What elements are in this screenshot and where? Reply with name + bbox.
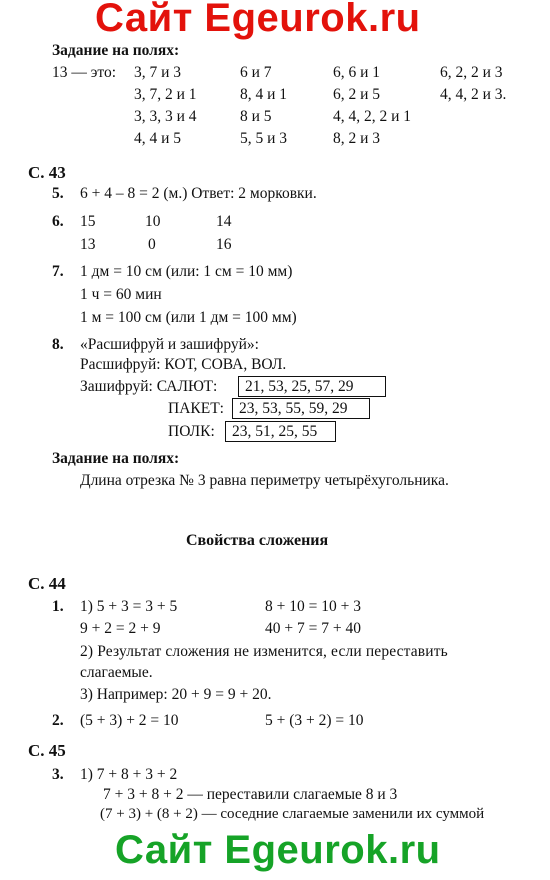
decomposition: 4, 4, 2 и 3. [440, 86, 507, 103]
equation: 5 + (3 + 2) = 10 [265, 712, 364, 729]
task-8-polk-answer-box: 23, 51, 25, 55 [225, 421, 336, 442]
task-3-line: 7 + 3 + 8 + 2 — переставили слагаемые 8 и 3 [103, 786, 398, 803]
margin-task-2-title: Задание на полях: [52, 450, 180, 467]
task-1-part-2: слагаемые. [80, 664, 153, 681]
task-number-7: 7. [52, 263, 64, 280]
task-3-line: (7 + 3) + (8 + 2) — соседние слагаемые заменили их суммой [100, 806, 485, 822]
decomposition: 6 и 7 [240, 64, 272, 81]
task-8-paket-answer-box: 23, 53, 55, 59, 29 [232, 398, 370, 419]
decomposition: 8, 2 и 3 [333, 130, 381, 147]
task-8-encode-label: Зашифруй: САЛЮТ: [80, 378, 218, 395]
task-7-line: 1 дм = 10 см (или: 1 см = 10 мм) [80, 263, 293, 280]
task-6-value: 14 [216, 213, 232, 230]
task-8-title: «Расшифруй и зашифруй»: [80, 336, 259, 353]
decomposition: 6, 6 и 1 [333, 64, 381, 81]
task-7-line: 1 м = 100 см (или 1 дм = 100 мм) [80, 309, 297, 326]
task-3-line: 1) 7 + 8 + 3 + 2 [80, 766, 178, 783]
decomposition: 8, 4 и 1 [240, 86, 288, 103]
decomposition: 4, 4, 2, 2 и 1 [333, 108, 412, 125]
page-heading-45: С. 45 [28, 741, 66, 760]
page-heading-43: С. 43 [28, 163, 66, 182]
margin-task-2-text: Длина отрезка № 3 равна периметру четырёхугольника. [80, 472, 449, 489]
decomposition: 6, 2 и 5 [333, 86, 381, 103]
task-8-polk-label: ПОЛК: [168, 423, 215, 440]
task-8-decode: Расшифруй: КОТ, СОВА, ВОЛ. [80, 356, 287, 373]
task-1-part-2: 2) Результат сложения не изменится, если переставить [80, 643, 448, 660]
decomposition: 6, 2, 2 и 3 [440, 64, 503, 81]
decomposition: 8 и 5 [240, 108, 272, 125]
margin-task-prefix: 13 — это: [52, 64, 117, 81]
task-7-line: 1 ч = 60 мин [80, 286, 162, 303]
equation: 8 + 10 = 10 + 3 [265, 598, 361, 615]
equation: 1) 5 + 3 = 3 + 5 [80, 598, 178, 615]
task-number-8: 8. [52, 336, 64, 353]
task-6-value: 0 [148, 236, 156, 253]
task-number-6: 6. [52, 213, 64, 230]
task-1-part-3: 3) Например: 20 + 9 = 9 + 20. [80, 686, 272, 703]
task-5-text: 6 + 4 – 8 = 2 (м.) Ответ: 2 морковки. [80, 185, 317, 202]
decomposition: 3, 7 и 3 [134, 64, 182, 81]
equation: 9 + 2 = 2 + 9 [80, 620, 161, 637]
task-number-5: 5. [52, 185, 64, 202]
decomposition: 5, 5 и 3 [240, 130, 288, 147]
margin-task-title: Задание на полях: [52, 42, 180, 59]
task-number-1: 1. [52, 598, 64, 615]
equation: 40 + 7 = 7 + 40 [265, 620, 361, 637]
task-6-value: 15 [80, 213, 96, 230]
section-title: Свойства сложения [186, 532, 329, 549]
task-number-3: 3. [52, 766, 64, 783]
task-8-encode-answer-box: 21, 53, 25, 57, 29 [238, 376, 386, 397]
decomposition: 3, 7, 2 и 1 [134, 86, 197, 103]
equation: (5 + 3) + 2 = 10 [80, 712, 179, 729]
task-8-paket-label: ПАКЕТ: [168, 400, 224, 417]
task-6-value: 10 [145, 213, 161, 230]
task-6-value: 13 [80, 236, 96, 253]
task-6-value: 16 [216, 236, 232, 253]
page-heading-44: С. 44 [28, 574, 66, 593]
watermark-top: Сайт Egeurok.ru [95, 0, 421, 40]
decomposition: 3, 3, 3 и 4 [134, 108, 197, 125]
decomposition: 4, 4 и 5 [134, 130, 182, 147]
task-number-2: 2. [52, 712, 64, 729]
watermark-bottom: Сайт Egeurok.ru [115, 828, 441, 872]
